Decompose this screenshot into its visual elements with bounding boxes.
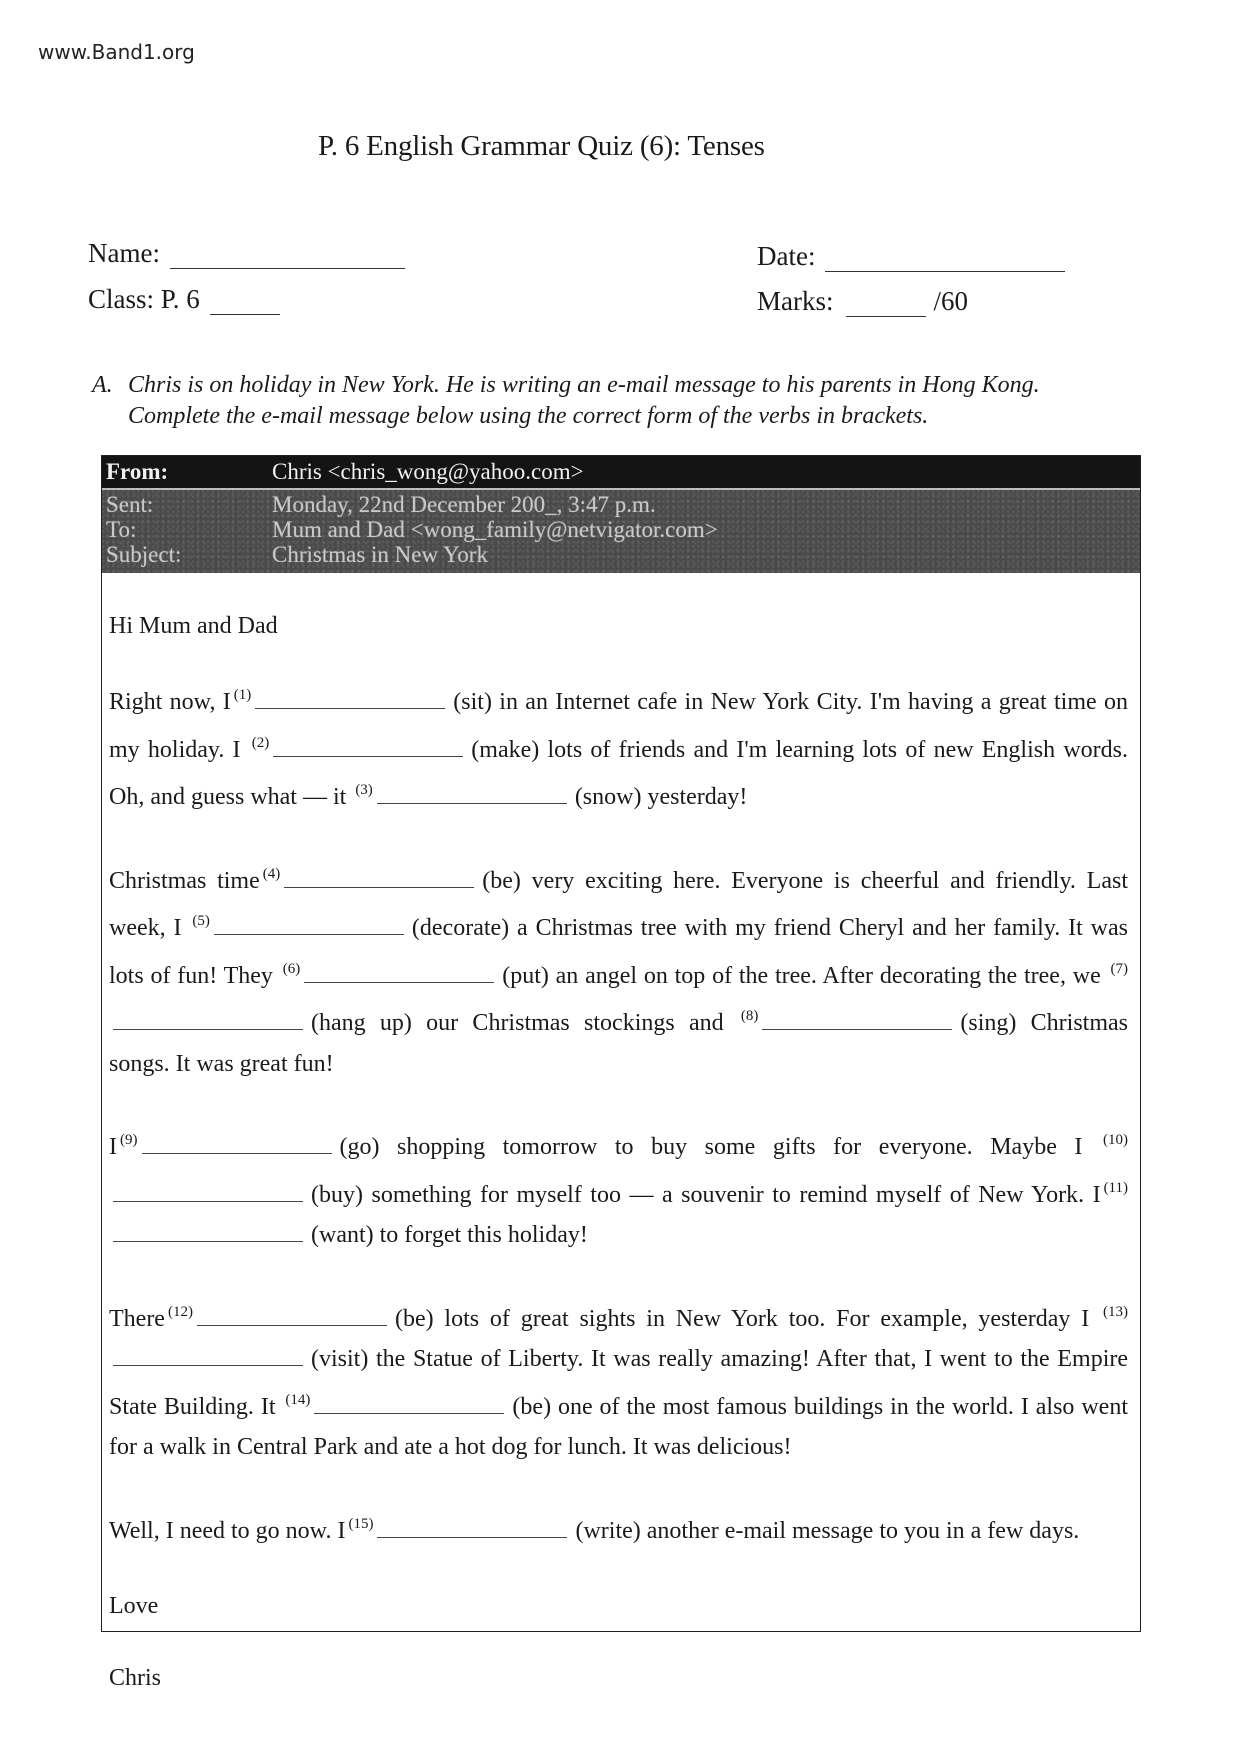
email-from-row — [102, 456, 1140, 488]
email-to-row — [102, 517, 1140, 542]
blank-number-11: (11) — [1103, 1179, 1128, 1196]
name-label: Name: — [88, 238, 160, 268]
date-field — [757, 241, 1065, 272]
instructions-line-1: Chris is on holiday in New York. He is writing an e-mail message to his parents in Hong Kong. — [128, 372, 1040, 398]
text: (make) lots of friends and I'm learning lots of new English words. Oh, and guess what — it — [109, 736, 1129, 810]
paragraph-1 — [109, 675, 1128, 818]
text: (sit) in an Internet cafe in New York City. I'm having a great time on my holiday. I — [109, 689, 1129, 763]
section-label: A. — [92, 372, 113, 398]
blank-number-6: (6) — [282, 960, 301, 977]
email-body — [102, 611, 1140, 1693]
page-title: P. 6 English Grammar Quiz (6): Tenses — [318, 130, 765, 162]
paragraph-5 — [109, 1504, 1128, 1552]
blank-10[interactable] — [113, 1181, 303, 1202]
text: (be) one of the most famous buildings in the world. I also went for a walk in Central Park and ate a hot dog for lunch. It was delicious! — [109, 1393, 1128, 1460]
blank-number-14: (14) — [285, 1391, 311, 1408]
to-value: Mum and Dad <wong_family@netvigator.com> — [272, 517, 718, 542]
blank-number-5: (5) — [192, 913, 210, 929]
greeting: Hi Mum and Dad — [109, 613, 278, 639]
blank-13[interactable] — [113, 1345, 303, 1366]
text: (put) an angel on top of the tree. After decorating the tree, we — [502, 962, 1101, 989]
instructions — [92, 370, 1152, 432]
text: Christmas time — [109, 867, 260, 894]
email-meta-block — [102, 488, 1140, 573]
blank-2[interactable] — [273, 736, 463, 757]
text: (sing) Christmas songs. It was great fun! — [109, 1010, 1129, 1077]
text: (go) shopping tomorrow to buy some gifts for everyone. Maybe I — [339, 1134, 1083, 1160]
from-value: Chris <chris_wong@yahoo.com> — [272, 459, 584, 484]
blank-12[interactable] — [197, 1305, 387, 1326]
blank-number-9: (9) — [120, 1132, 138, 1148]
text: Right now, I — [109, 689, 231, 715]
email-sent-row — [102, 492, 1140, 517]
to-label: To: — [106, 517, 137, 542]
blank-7[interactable] — [113, 1009, 303, 1030]
text: Well, I need to go now. I — [109, 1517, 346, 1544]
blank-6[interactable] — [304, 962, 494, 983]
blank-number-10: (10) — [1103, 1132, 1128, 1148]
email-header — [102, 456, 1140, 573]
sent-label: Sent: — [106, 492, 154, 517]
blank-9[interactable] — [142, 1133, 332, 1154]
blank-14[interactable] — [314, 1393, 504, 1414]
blank-number-4: (4) — [262, 865, 281, 882]
blank-number-1: (1) — [233, 687, 252, 703]
blank-number-13: (13) — [1103, 1303, 1128, 1320]
paragraph-4 — [109, 1292, 1128, 1468]
marks-field — [757, 286, 968, 317]
text: (hang up) our Christmas stockings and — [311, 1010, 724, 1036]
signature: Chris — [109, 1665, 162, 1691]
email-subject-row — [102, 542, 1140, 567]
text: (write) another e-mail message to you in a few days. — [575, 1517, 1080, 1544]
from-label: From: — [106, 459, 169, 484]
closing: Love — [109, 1593, 159, 1619]
class-field — [88, 284, 280, 315]
marks-total: /60 — [933, 286, 969, 316]
text: I — [109, 1134, 117, 1160]
blank-number-12: (12) — [167, 1303, 193, 1320]
blank-number-15: (15) — [348, 1515, 374, 1532]
subject-label: Subject: — [106, 542, 182, 567]
name-field — [88, 238, 405, 269]
blank-number-3: (3) — [355, 782, 373, 798]
blank-8[interactable] — [762, 1009, 952, 1030]
name-input-line[interactable] — [170, 246, 405, 269]
date-label: Date: — [757, 241, 816, 271]
marks-label: Marks: — [757, 286, 834, 316]
blank-15[interactable] — [377, 1517, 567, 1538]
text: (be) lots of great sights in New York too. For example, yesterday I — [394, 1305, 1090, 1332]
email-message-box — [101, 455, 1141, 1691]
text: (decorate) a Christmas tree with my friend Cheryl and her family. It was lots of fun! They — [109, 915, 1128, 989]
class-label: Class: P. 6 — [88, 284, 200, 314]
sent-value: Monday, 22nd December 200_, 3:47 p.m. — [272, 492, 656, 517]
blank-1[interactable] — [255, 688, 445, 709]
text: (visit) the Statue of Liberty. It was really amazing! After that, I went to the Empire State Building. It — [109, 1346, 1128, 1420]
paragraph-2 — [109, 854, 1128, 1085]
instructions-line-2: Complete the e-mail message below using the correct form of the verbs in brackets. — [128, 403, 929, 429]
marks-input-line[interactable] — [846, 294, 926, 317]
blank-3[interactable] — [377, 783, 567, 804]
blank-11[interactable] — [113, 1221, 303, 1242]
paragraph-3 — [109, 1120, 1128, 1256]
text: (snow) yesterday! — [574, 784, 748, 810]
blank-number-7: (7) — [1110, 960, 1129, 977]
subject-value: Christmas in New York — [272, 542, 488, 567]
class-input-line[interactable] — [210, 292, 280, 315]
text: (buy) something for myself too — a souvenir to remind myself of New York. I — [311, 1181, 1101, 1208]
watermark: www.Band1.org — [38, 40, 195, 64]
blank-5[interactable] — [214, 914, 404, 935]
blank-4[interactable] — [284, 867, 474, 888]
blank-number-2: (2) — [251, 734, 270, 751]
date-input-line[interactable] — [825, 249, 1065, 272]
text: There — [109, 1305, 165, 1332]
text: (be) very exciting here. Everyone is cheerful and friendly. Last week, I — [109, 867, 1128, 941]
text: (want) to forget this holiday! — [311, 1222, 588, 1248]
blank-number-8: (8) — [740, 1008, 759, 1024]
